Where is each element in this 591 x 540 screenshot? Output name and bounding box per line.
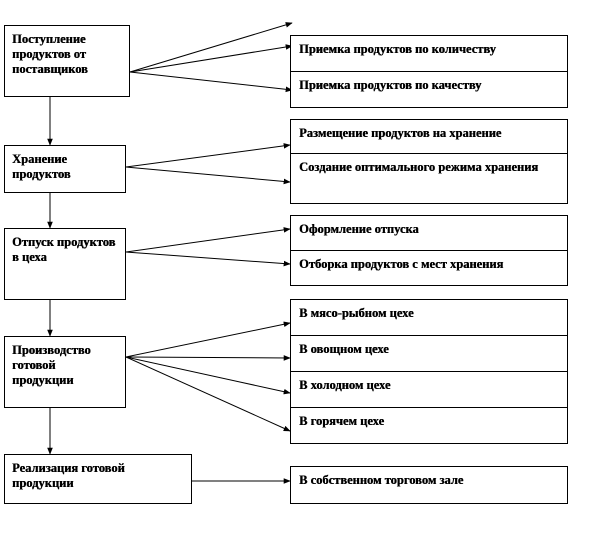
activity-box [290, 250, 568, 286]
branch-arrow [126, 252, 290, 264]
activity-box [290, 119, 568, 154]
activity-label: В собственном торговом зале [299, 473, 464, 487]
stage-box-production [4, 336, 126, 408]
branch-arrow [126, 167, 290, 182]
activity-box [290, 35, 568, 72]
activity-box [290, 466, 568, 504]
branch-arrow [126, 145, 290, 167]
stage-box-storage [4, 145, 126, 193]
stage-label: Реализация готовой продукции [12, 461, 125, 490]
activity-label: Приемка продуктов по количеству [299, 42, 496, 56]
stage-box-sales [4, 454, 192, 504]
stage-label: Хранение продуктов [12, 152, 71, 181]
activity-box [290, 215, 568, 251]
activity-box [290, 407, 568, 444]
stage-label: Поступление продуктов от поставщиков [12, 32, 88, 76]
activity-box [290, 335, 568, 372]
branch-arrow [126, 229, 290, 252]
activity-label: Создание оптимального режима хранения [299, 160, 539, 174]
branch-arrow [126, 357, 290, 358]
activity-box [290, 299, 568, 336]
branch-arrow [130, 72, 292, 90]
branch-arrow [126, 357, 290, 431]
activity-label: В овощном цехе [299, 342, 389, 356]
branch-arrow [126, 323, 290, 357]
branch-arrow [130, 23, 292, 72]
activity-label: Размещение продуктов на хранение [299, 126, 502, 140]
branch-arrow [126, 357, 290, 393]
activity-label: В холодном цехе [299, 378, 391, 392]
activity-label: Оформление отпуска [299, 222, 419, 236]
activity-box [290, 371, 568, 408]
activity-label: В горячем цехе [299, 414, 385, 428]
stage-label: Отпуск продуктов в цеха [12, 235, 116, 264]
branch-arrow [130, 46, 292, 72]
activity-box [290, 153, 568, 204]
activity-label: Приемка продуктов по качеству [299, 78, 482, 92]
stage-label: Производство готовой продукции [12, 343, 91, 387]
activity-label: В мясо-рыбном цехе [299, 306, 414, 320]
stage-box-issue [4, 228, 126, 300]
stage-box-receiving [4, 25, 130, 97]
activity-label: Отборка продуктов с мест хранения [299, 257, 504, 271]
activity-box [290, 71, 568, 108]
